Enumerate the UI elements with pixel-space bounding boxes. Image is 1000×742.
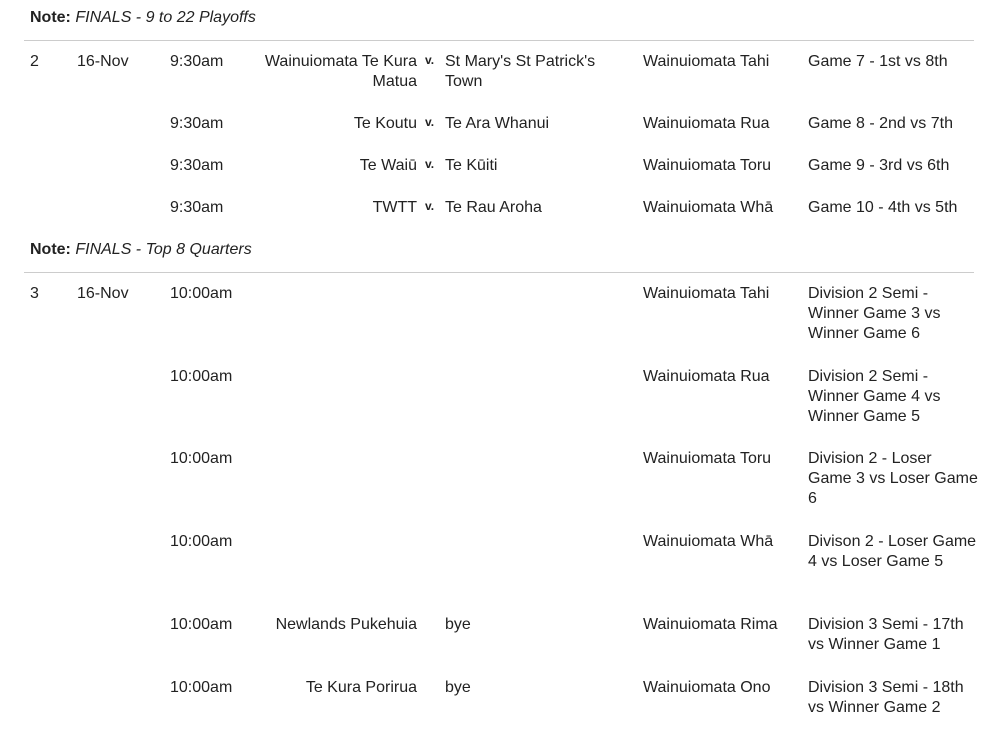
match-time: 10:00am [170, 679, 233, 696]
match-time: 10:00am [170, 450, 233, 467]
game-description: Division 3 Semi - 18th vs Winner Game 2 [808, 679, 964, 716]
match-time: 10:00am [170, 368, 233, 385]
home-team: Te Koutu [353, 115, 417, 132]
away-team: St Mary's St Patrick's Town [445, 53, 596, 90]
venue: Wainuiomata Rua [643, 368, 770, 385]
venue: Wainuiomata Rima [643, 616, 778, 633]
versus-marker: v. [425, 157, 435, 171]
game-description: Game 8 - 2nd vs 7th [808, 115, 953, 132]
venue: Wainuiomata Whā [643, 533, 774, 550]
game-description: Division 2 - Loser Game 3 vs Loser Game 6 [808, 450, 978, 507]
section-note [30, 240, 252, 260]
away-team: bye [445, 616, 471, 633]
match-time: 9:30am [170, 53, 224, 70]
home-team: Newlands Pukehuia [275, 616, 417, 633]
match-date: 16-Nov [77, 285, 129, 302]
note-text: FINALS - Top 8 Quarters [75, 241, 252, 258]
match-time: 9:30am [170, 199, 224, 216]
away-team: bye [445, 679, 471, 696]
venue: Wainuiomata Tahi [643, 285, 770, 302]
section-note [30, 8, 256, 28]
home-team: Te Waiū [359, 157, 417, 174]
game-description: Divison 2 - Loser Game 4 vs Loser Game 5 [808, 533, 977, 570]
venue: Wainuiomata Rua [643, 115, 770, 132]
match-time: 10:00am [170, 616, 233, 633]
note-label: Note: [30, 241, 71, 258]
venue: Wainuiomata Toru [643, 157, 772, 174]
away-team: Te Ara Whanui [445, 115, 550, 132]
section-divider [24, 272, 974, 273]
section-divider [24, 40, 974, 41]
versus-marker: v. [425, 199, 435, 213]
away-team: Te Rau Aroha [445, 199, 542, 216]
match-date: 16-Nov [77, 53, 129, 70]
round-number: 2 [30, 53, 39, 70]
note-label: Note: [30, 9, 71, 26]
note-text: FINALS - 9 to 22 Playoffs [75, 9, 256, 26]
game-description: Division 2 Semi - Winner Game 4 vs Winner Game 5 [808, 368, 941, 425]
round-number: 3 [30, 285, 39, 302]
game-description: Game 10 - 4th vs 5th [808, 199, 958, 216]
game-description: Division 2 Semi - Winner Game 3 vs Winner Game 6 [808, 285, 941, 342]
match-time: 10:00am [170, 533, 233, 550]
game-description: Division 3 Semi - 17th vs Winner Game 1 [808, 616, 964, 653]
game-description: Game 7 - 1st vs 8th [808, 53, 948, 70]
match-time: 10:00am [170, 285, 233, 302]
match-time: 9:30am [170, 157, 224, 174]
versus-marker: v. [425, 53, 435, 67]
match-time: 9:30am [170, 115, 224, 132]
venue: Wainuiomata Toru [643, 450, 772, 467]
away-team: Te Kūiti [445, 157, 498, 174]
home-team: Wainuiomata Te Kura Matua [264, 53, 417, 90]
versus-marker: v. [425, 115, 435, 129]
venue: Wainuiomata Tahi [643, 53, 770, 70]
home-team: Te Kura Porirua [305, 679, 417, 696]
home-team: TWTT [372, 199, 417, 216]
venue: Wainuiomata Whā [643, 199, 774, 216]
venue: Wainuiomata Ono [643, 679, 771, 696]
game-description: Game 9 - 3rd vs 6th [808, 157, 950, 174]
